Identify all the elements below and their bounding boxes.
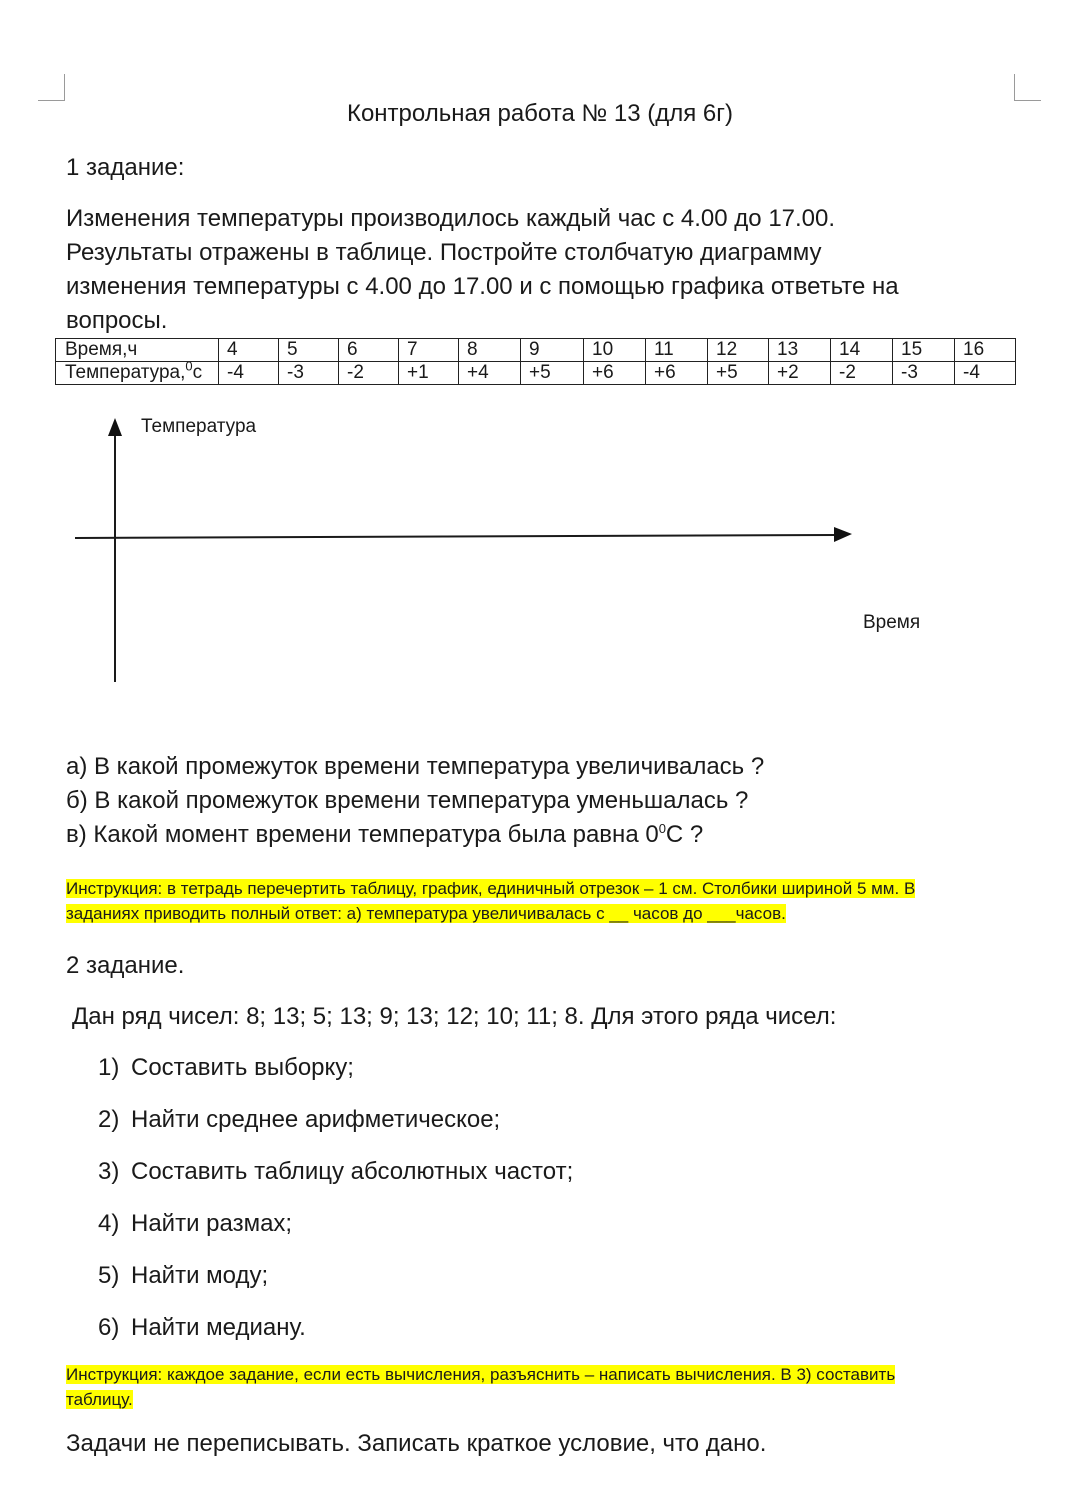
temperature-label: Температура, bbox=[65, 362, 186, 383]
table-cell-hour: 14 bbox=[831, 339, 893, 362]
table-cell-hour: 10 bbox=[584, 339, 646, 362]
page-corner-mark-left bbox=[38, 74, 65, 101]
y-axis-label: Температура bbox=[141, 416, 257, 437]
footer-note: Задачи не переписывать. Записать краткое условие, что дано. bbox=[66, 1430, 767, 1457]
task1-description bbox=[66, 202, 1026, 338]
list-item-number: 3) bbox=[98, 1158, 120, 1185]
table-cell-hour: 15 bbox=[893, 339, 955, 362]
table-cell-temperature: +6 bbox=[646, 362, 708, 385]
table-cell-temperature: -2 bbox=[831, 362, 893, 385]
table-cell-temperature: +5 bbox=[708, 362, 769, 385]
instruction-line: заданиях приводить полный ответ: а) температура увеличивалась с __ часов до ___часов. bbox=[66, 904, 786, 923]
table-cell-hour: 13 bbox=[769, 339, 831, 362]
task1-heading: 1 задание: bbox=[66, 154, 185, 181]
degree-superscript: 0 bbox=[185, 358, 193, 374]
table-cell-hour: 8 bbox=[459, 339, 521, 362]
table-cell-hour: 16 bbox=[955, 339, 1016, 362]
task1-description-line: вопросы. bbox=[66, 307, 168, 334]
degree-superscript: 0 bbox=[658, 821, 666, 836]
list-item bbox=[98, 1206, 573, 1258]
task2-intro: Дан ряд чисел: 8; 13; 5; 13; 9; 13; 12; 10; 11; 8. Для этого ряда чисел: bbox=[72, 1003, 837, 1030]
table-cell-hour: 11 bbox=[646, 339, 708, 362]
list-item-number: 2) bbox=[98, 1106, 120, 1133]
temperature-table bbox=[55, 338, 1016, 385]
list-item bbox=[98, 1310, 573, 1362]
list-item-text: Найти размах; bbox=[131, 1210, 293, 1237]
task2-list bbox=[98, 1050, 573, 1362]
question-c-text: в) Какой момент времени температура была равна 0 bbox=[66, 821, 659, 848]
table-cell-temperature: -3 bbox=[279, 362, 339, 385]
task1-instruction bbox=[66, 876, 1006, 926]
task1-description-line: Изменения температуры производилось каждый час с 4.00 до 17.00. bbox=[66, 205, 836, 232]
table-cell-hour: 12 bbox=[708, 339, 769, 362]
table-cell-temperature: -4 bbox=[219, 362, 279, 385]
list-item-text: Составить таблицу абсолютных частот; bbox=[131, 1158, 574, 1185]
list-item-number: 5) bbox=[98, 1262, 120, 1289]
table-cell-temperature: +2 bbox=[769, 362, 831, 385]
task1-description-line: Результаты отражены в таблице. Постройте столбчатую диаграмму bbox=[66, 239, 822, 266]
list-item bbox=[98, 1050, 573, 1102]
instruction-line: таблицу. bbox=[66, 1390, 133, 1409]
task2-heading: 2 задание. bbox=[66, 952, 185, 979]
x-axis-label: Время bbox=[863, 612, 921, 633]
table-cell-temperature: -3 bbox=[893, 362, 955, 385]
table-cell-hour: 4 bbox=[219, 339, 279, 362]
table-cell-temperature: +4 bbox=[459, 362, 521, 385]
task1-description-line: изменения температуры с 4.00 до 17.00 и с помощью графика ответьте на bbox=[66, 273, 899, 300]
instruction-line: Инструкция: в тетрадь перечертить таблицу, график, единичный отрезок – 1 см. Столбики шириной 5 мм. В bbox=[66, 879, 916, 898]
table-cell-hour: 5 bbox=[279, 339, 339, 362]
table-cell-temperature: +5 bbox=[521, 362, 584, 385]
y-axis-arrow-icon bbox=[108, 418, 122, 436]
blank-graph-axes bbox=[0, 400, 1080, 700]
list-item-number: 6) bbox=[98, 1314, 120, 1341]
list-item bbox=[98, 1258, 573, 1310]
page-title: Контрольная работа № 13 (для 6г) bbox=[346, 100, 734, 127]
list-item-number: 4) bbox=[98, 1210, 120, 1237]
list-item bbox=[98, 1154, 573, 1206]
table-row-temperatures bbox=[56, 362, 1016, 385]
table-cell-temperature: -2 bbox=[339, 362, 399, 385]
table-cell-temperature: +1 bbox=[399, 362, 459, 385]
question-b: б) В какой промежуток времени температура уменьшалась ? bbox=[66, 787, 749, 814]
list-item-number: 1) bbox=[98, 1054, 120, 1081]
table-cell-temperature: -4 bbox=[955, 362, 1016, 385]
table-cell-hour: 9 bbox=[521, 339, 584, 362]
list-item-text: Найти моду; bbox=[131, 1262, 269, 1289]
list-item-text: Найти медиану. bbox=[131, 1314, 306, 1341]
question-a: а) В какой промежуток времени температура увеличивалась ? bbox=[66, 753, 765, 780]
task2-instruction bbox=[66, 1362, 1006, 1412]
temperature-unit: с bbox=[192, 362, 203, 383]
table-cell-temperature: +6 bbox=[584, 362, 646, 385]
page-corner-mark-right bbox=[1014, 74, 1041, 101]
list-item-text: Составить выборку; bbox=[131, 1054, 354, 1081]
table-row-header-temperature bbox=[56, 358, 219, 385]
x-axis-arrow-icon bbox=[834, 527, 852, 542]
list-item bbox=[98, 1102, 573, 1154]
instruction-line: Инструкция: каждое задание, если есть вычисления, разъяснить – написать вычисления. В 3) составить bbox=[66, 1365, 896, 1384]
table-cell-hour: 6 bbox=[339, 339, 399, 362]
table-cell-hour: 7 bbox=[399, 339, 459, 362]
x-axis-line bbox=[75, 535, 836, 538]
question-c-tail: С ? bbox=[665, 821, 704, 848]
list-item-text: Найти среднее арифметическое; bbox=[131, 1106, 501, 1133]
table-row-hours bbox=[56, 339, 1016, 362]
table-row-header-hours: Время,ч bbox=[56, 339, 219, 362]
question-c bbox=[66, 818, 703, 851]
